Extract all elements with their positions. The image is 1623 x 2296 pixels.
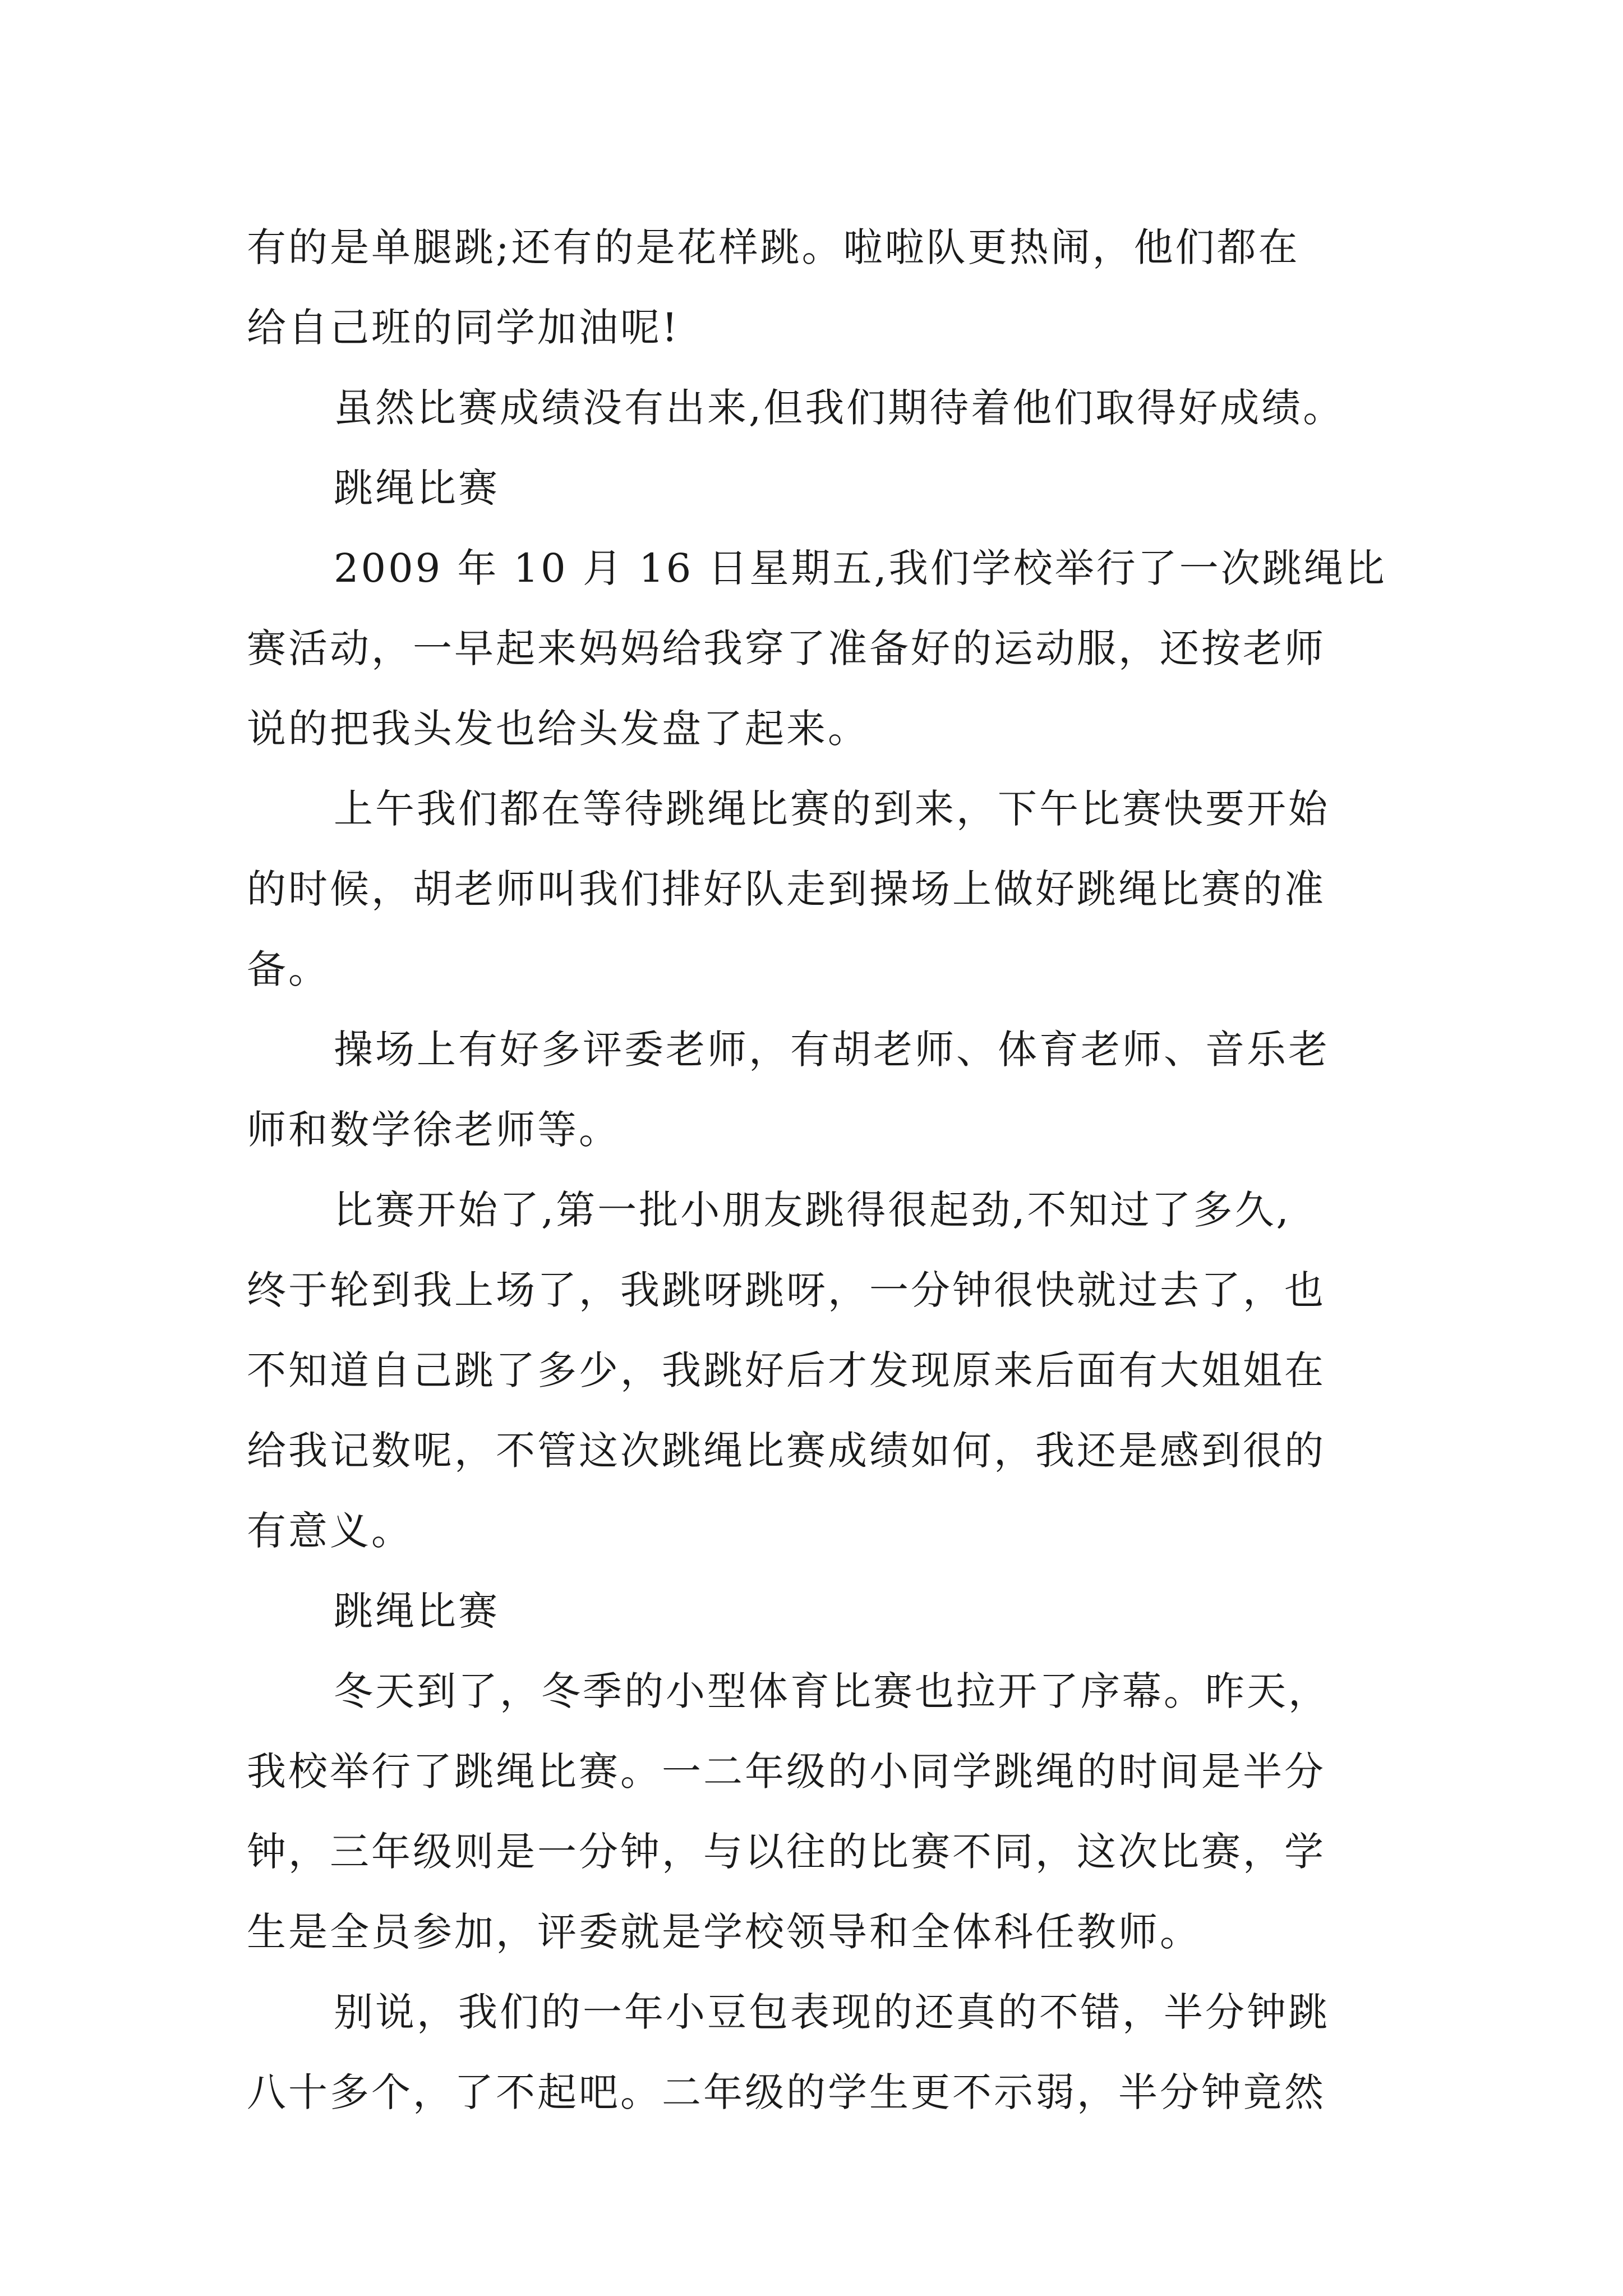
text-line-23: 别说，我们的一年小豆包表现的还真的不错，半分钟跳: [334, 1989, 1330, 2035]
text-line-13: 比赛开始了,第一批小朋友跳得很起劲,不知过了多久,: [334, 1187, 1291, 1233]
text-line-15: 不知道自己跳了多少，我跳好后才发现原来后面有大姐姐在: [247, 1347, 1326, 1393]
text-line-14: 终于轮到我上场了，我跳呀跳呀，一分钟很快就过去了，也: [247, 1267, 1326, 1313]
text-line-9: 的时候，胡老师叫我们排好队走到操场上做好跳绳比赛的准: [247, 866, 1326, 912]
text-line-21: 钟，三年级则是一分钟，与以往的比赛不同，这次比赛，学: [247, 1829, 1326, 1875]
text-line-24: 八十多个，了不起吧。二年级的学生更不示弱，半分钟竟然: [247, 2069, 1326, 2115]
text-line-19: 冬天到了，冬季的小型体育比赛也拉开了序幕。昨天，: [334, 1668, 1330, 1714]
section-heading: 跳绳比赛: [334, 1588, 500, 1634]
document-body: [247, 208, 1385, 2133]
text-line-10: 备。: [247, 946, 330, 992]
text-line-22: 生是全员参加，评委就是学校领导和全体科任教师。: [247, 1909, 1201, 1955]
text-line-5: 2009 年 10 月 16 日星期五,我们学校举行了一次跳绳比: [334, 545, 1387, 591]
text-line-12: 师和数学徐老师等。: [247, 1107, 620, 1153]
text-line-8: 上午我们都在等待跳绳比赛的到来，下午比赛快要开始: [334, 786, 1330, 832]
text-line-17: 有意义。: [247, 1508, 413, 1554]
text-line-6: 赛活动，一早起来妈妈给我穿了准备好的运动服，还按老师: [247, 625, 1326, 671]
text-line-16: 给我记数呢，不管这次跳绳比赛成绩如何，我还是感到很的: [247, 1428, 1326, 1474]
text-line-1: 有的是单腿跳;还有的是花样跳。啦啦队更热闹，他们都在: [247, 224, 1300, 270]
text-line-2: 给自己班的同学加油呢!: [247, 305, 680, 351]
text-line-7: 说的把我头发也给头发盘了起来。: [247, 706, 869, 752]
text-line-3: 虽然比赛成绩没有出来,但我们期待着他们取得好成绩。: [334, 385, 1345, 431]
section-heading: 跳绳比赛: [334, 465, 500, 511]
text-line-20: 我校举行了跳绳比赛。一二年级的小同学跳绳的时间是半分: [247, 1749, 1326, 1795]
text-line-11: 操场上有好多评委老师，有胡老师、体育老师、音乐老: [334, 1027, 1330, 1073]
